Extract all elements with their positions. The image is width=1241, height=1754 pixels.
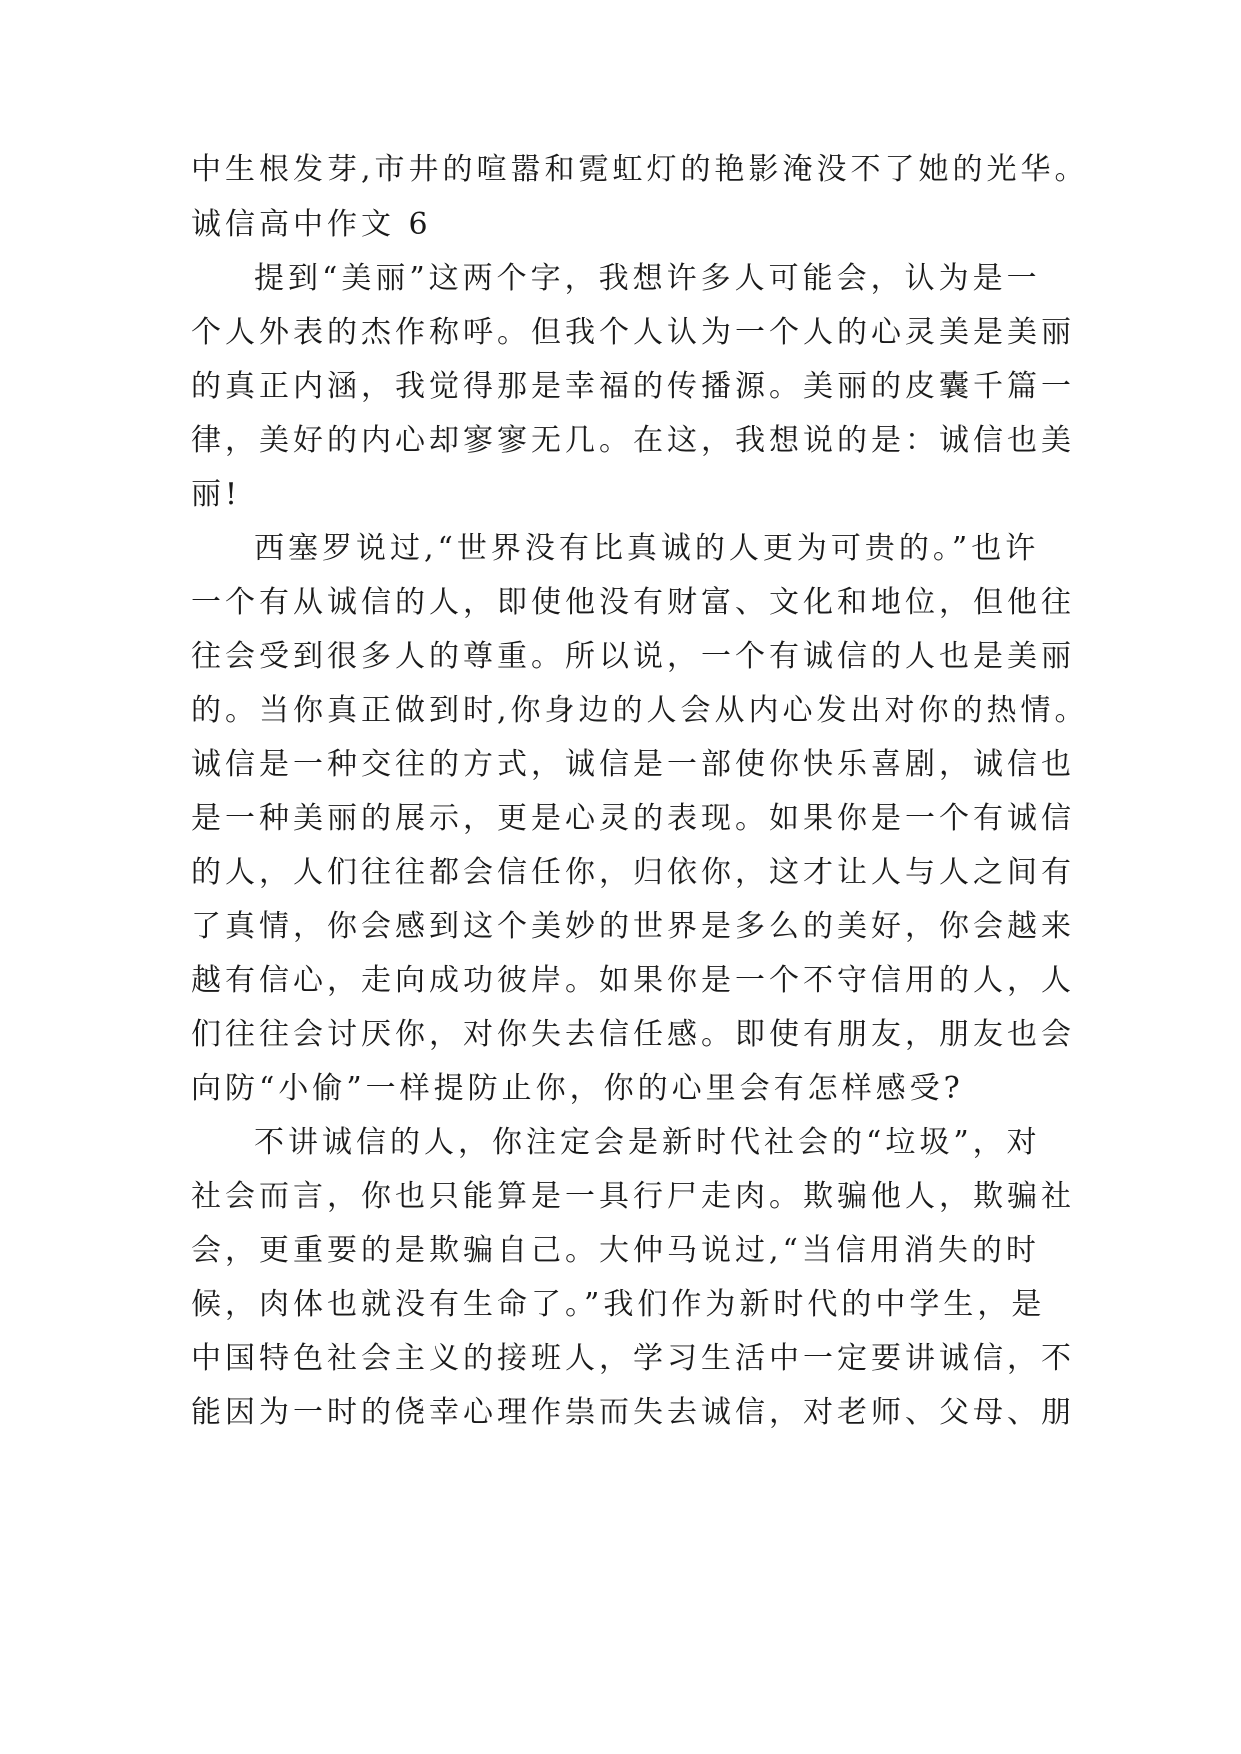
- section-heading: 诚信高中作文 6: [191, 207, 432, 242]
- text-line: 了真情，你会感到这个美妙的世界是多么的美好，你会越来: [191, 909, 1075, 944]
- text-line: 中生根发芽,市井的喧嚣和霓虹灯的艳影淹没不了她的光华。: [191, 152, 1089, 187]
- text-line: 不讲诚信的人，你注定会是新时代社会的“垃圾”，对: [254, 1125, 1041, 1160]
- text-line: 能因为一时的侥幸心理作祟而失去诚信，对老师、父母、朋: [191, 1395, 1075, 1430]
- text-line: 社会而言，你也只能算是一具行尸走肉。欺骗他人，欺骗社: [191, 1179, 1075, 1214]
- text-line: 是一种美丽的展示，更是心灵的表现。如果你是一个有诚信: [191, 801, 1075, 836]
- text-line: 候，肉体也就没有生命了。”我们作为新时代的中学生，是: [191, 1287, 1046, 1322]
- text-line: 往会受到很多人的尊重。所以说，一个有诚信的人也是美丽: [191, 639, 1075, 674]
- text-line: 的真正内涵，我觉得那是幸福的传播源。美丽的皮囊千篇一: [191, 369, 1075, 404]
- text-line: 律，美好的内心却寥寥无几。在这，我想说的是：诚信也美: [191, 423, 1075, 458]
- text-line: 的。当你真正做到时,你身边的人会从内心发出对你的热情。: [191, 693, 1089, 728]
- text-line: 丽!: [191, 477, 242, 512]
- text-line: 中国特色社会主义的接班人，学习生活中一定要讲诚信，不: [191, 1341, 1075, 1376]
- text-line: 的人，人们往往都会信任你，归依你，这才让人与人之间有: [191, 855, 1075, 890]
- text-line: 西塞罗说过,“世界没有比真诚的人更为可贵的。”也许: [254, 531, 1040, 566]
- text-line: 们往往会讨厌你，对你失去信任感。即使有朋友，朋友也会: [191, 1017, 1075, 1052]
- text-line: 个人外表的杰作称呼。但我个人认为一个人的心灵美是美丽: [191, 315, 1075, 350]
- text-line: 一个有从诚信的人，即使他没有财富、文化和地位，但他往: [191, 585, 1075, 620]
- text-line: 提到“美丽”这两个字，我想许多人可能会，认为是一: [254, 261, 1041, 296]
- text-line: 向防“小偷”一样提防止你，你的心里会有怎样感受?: [191, 1071, 964, 1106]
- text-line: 诚信是一种交往的方式，诚信是一部使你快乐喜剧，诚信也: [191, 747, 1075, 782]
- text-line: 越有信心，走向成功彼岸。如果你是一个不守信用的人，人: [191, 963, 1075, 998]
- text-line: 会，更重要的是欺骗自己。大仲马说过,“当信用消失的时: [191, 1233, 1040, 1268]
